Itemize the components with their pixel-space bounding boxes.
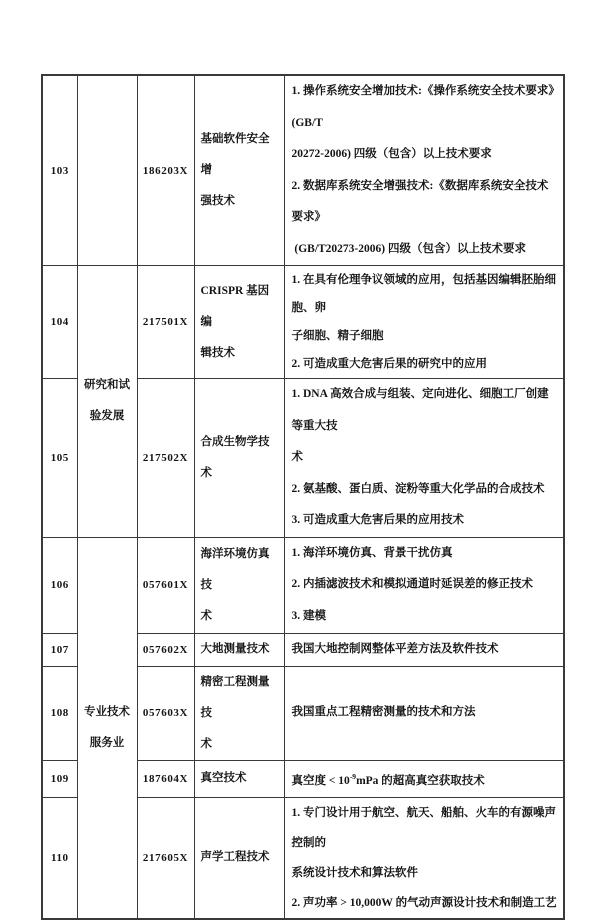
- description-cell: [284, 537, 564, 633]
- category-cell-research-and-development: [77, 266, 137, 538]
- description-line: 2. 数据库系统安全增强技术:《数据库系统安全技术要求》: [291, 179, 549, 223]
- description-line: 1. 海洋环境仿真、背景干扰仿真: [291, 546, 453, 559]
- code-cell: 217502X: [137, 379, 194, 538]
- row-number: 110: [42, 797, 77, 919]
- row-number: 105: [42, 379, 77, 538]
- table-row-106: [42, 537, 564, 633]
- tech-name-line: 声学工程技术: [200, 851, 270, 864]
- category-cell-professional-technical-services: [77, 537, 137, 919]
- description-line: 我国重点工程精密测量的技术和方法: [291, 706, 476, 719]
- category-line: 研究和试: [84, 379, 130, 392]
- code-cell: 057603X: [137, 666, 194, 760]
- tech-name-cell: [194, 797, 284, 919]
- description-cell: [284, 633, 564, 666]
- tech-name-line: CRISPR 基因编: [200, 284, 270, 328]
- description-line: 子细胞、精子细胞: [291, 330, 384, 342]
- description-line: 2. 内插滤波技术和模拟通道时延误差的修正技术: [291, 578, 533, 591]
- restricted-technology-table: [41, 74, 565, 920]
- description-line: 1. 专门设计用于航空、航天、船舶、火车的有源噪声控制的: [291, 806, 556, 849]
- tech-name-line: 基础软件安全增: [200, 133, 270, 176]
- tech-name-line: 精密工程测量技: [200, 675, 270, 719]
- description-line: 3. 可造成重大危害后果的应用技术: [291, 514, 464, 526]
- code-cell: 187604X: [137, 760, 194, 797]
- row-number: 107: [42, 633, 77, 666]
- tech-name-cell: [194, 633, 284, 666]
- description-text: 真空度 < 10: [291, 774, 350, 787]
- description-line: 我国大地控制网整体平差方法及软件技术: [291, 642, 499, 655]
- description-line-with-superscript: [292, 761, 560, 797]
- tech-name-cell: [194, 75, 284, 266]
- table-row-104: [42, 266, 564, 379]
- tech-name-cell: [194, 537, 284, 633]
- row-number: 103: [42, 75, 77, 266]
- description-cell: [284, 266, 564, 379]
- row-number: 108: [42, 666, 77, 760]
- description-line: 1. 操作系统安全增加技术:《操作系统安全技术要求》(GB/T: [291, 85, 555, 129]
- superscript-exponent: -9: [349, 771, 357, 781]
- description-line: 系统设计技术和算法软件: [291, 866, 418, 879]
- tech-name-line: 合成生物学技术: [200, 435, 270, 479]
- tech-name-cell: [194, 760, 284, 797]
- description-cell: [284, 379, 564, 538]
- tech-name-cell: [194, 666, 284, 760]
- tech-name-line: 强技术: [200, 195, 235, 207]
- tech-name-cell: [194, 379, 284, 538]
- category-cell-empty: [77, 75, 137, 266]
- description-line: 3. 建模: [291, 609, 326, 622]
- code-cell: 186203X: [137, 75, 194, 266]
- description-cell: [284, 760, 564, 797]
- description-cell: [284, 75, 564, 266]
- description-cell: [284, 666, 564, 760]
- row-number: 106: [42, 537, 77, 633]
- code-cell: 217605X: [137, 797, 194, 919]
- row-number: 104: [42, 266, 77, 379]
- tech-name-line: 真空技术: [200, 772, 247, 785]
- description-line: 1. 在具有伦理争议领域的应用，包括基因编辑胚胎细胞、卵: [291, 274, 556, 314]
- tech-name-line: 术: [200, 737, 212, 750]
- description-cell: [284, 797, 564, 919]
- category-line: 验发展: [89, 410, 125, 423]
- row-number: 109: [42, 760, 77, 797]
- description-line: (GB/T20273-2006) 四级（包含）以上技术要求: [291, 242, 526, 255]
- description-line: 2. 声功率 > 10,000W 的气动声源设计技术和制造工艺: [291, 896, 557, 909]
- description-line: 术: [291, 451, 303, 463]
- description-line: 2. 氨基酸、蛋白质、淀粉等重大化学品的合成技术: [291, 482, 545, 495]
- description-line: 1. DNA 高效合成与组装、定向进化、细胞工厂创建等重大技: [291, 388, 549, 432]
- description-line: 2. 可造成重大危害后果的研究中的应用: [291, 358, 487, 370]
- table-row-103: [42, 75, 564, 266]
- code-cell: 057601X: [137, 537, 194, 633]
- category-line: 服务业: [89, 736, 125, 749]
- description-line: 20272-2006) 四级（包含）以上技术要求: [291, 148, 492, 160]
- tech-name-cell: [194, 266, 284, 379]
- code-cell: 057602X: [137, 633, 194, 666]
- category-line: 专业技术: [84, 705, 130, 718]
- tech-name-line: 海洋环境仿真技: [200, 547, 270, 591]
- code-cell: 217501X: [137, 266, 194, 379]
- tech-name-line: 术: [200, 609, 212, 622]
- tech-name-line: 大地测量技术: [200, 643, 270, 655]
- tech-name-line: 辑技术: [200, 346, 235, 359]
- description-text: mPa 的超高真空获取技术: [356, 774, 485, 787]
